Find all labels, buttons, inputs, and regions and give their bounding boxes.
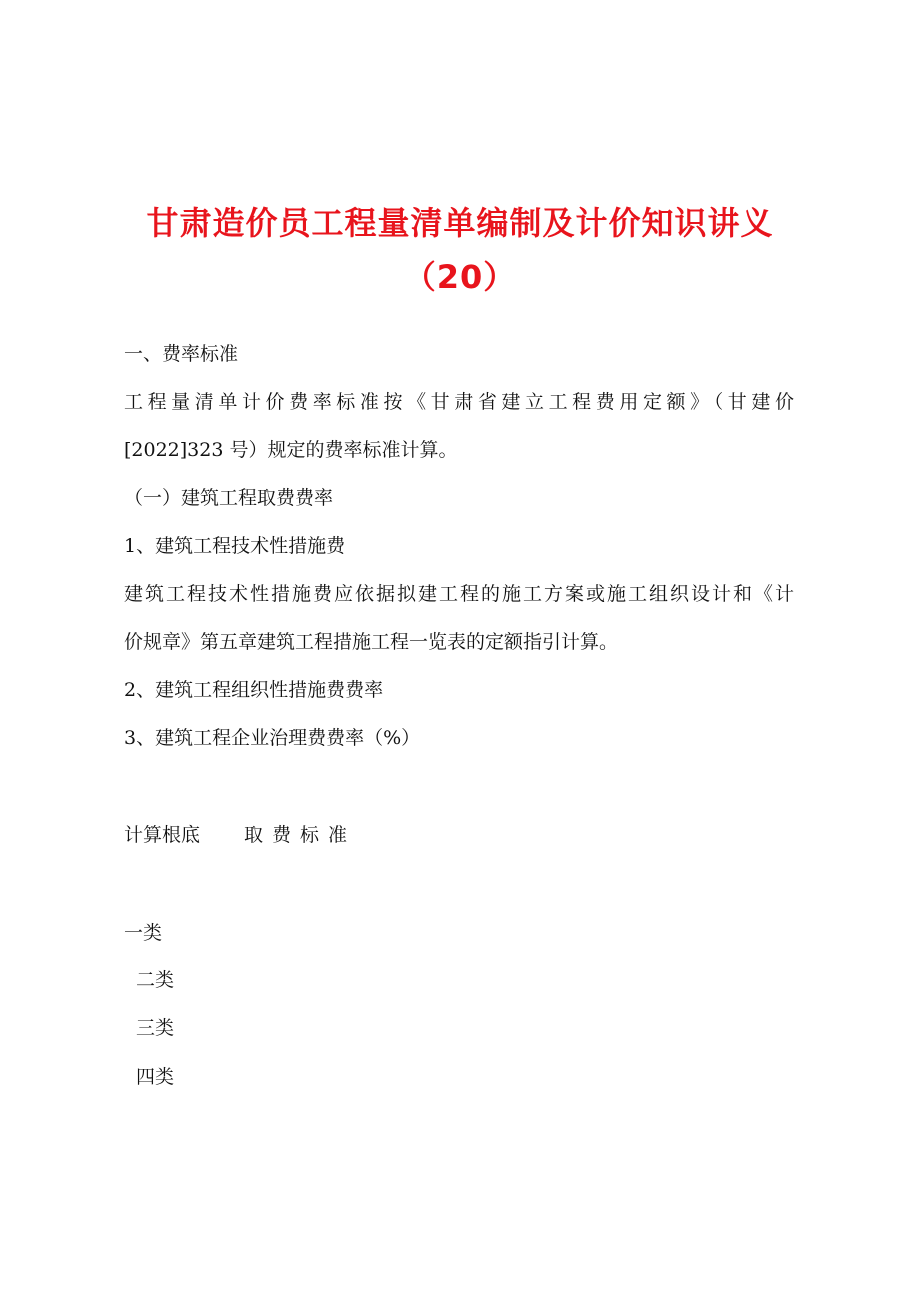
fee-table-header [124, 822, 356, 848]
paragraph-technical-measures-line-1: 建筑工程技术性措施费应依据拟建工程的施工方案或施工组织设计和《计 [124, 583, 797, 605]
document-title: 甘肃造价员工程量清单编制及计价知识讲义 [146, 204, 774, 242]
subheading-building-fees: （一）建筑工程取费费率 [124, 487, 334, 509]
paragraph-fee-basis-line-2: [2022]323 号）规定的费率标准计算。 [124, 439, 458, 461]
category-1: 一类 [124, 922, 163, 944]
paragraph-fee-basis-line-1: 工程量清单计价费率标准按《甘肃省建立工程费用定额》（甘建价 [124, 391, 796, 413]
list-item-management-fee: 3、建筑工程企业治理费费率（%） [124, 727, 421, 749]
category-4: 四类 [136, 1066, 175, 1088]
calculation-basis-label: 计算根底 [124, 824, 201, 846]
fee-standard-label: 取费标准 [244, 824, 357, 846]
section-heading-fee-standard: 一、费率标准 [124, 343, 239, 365]
list-item-technical-measures: 1、建筑工程技术性措施费 [124, 535, 346, 557]
category-3: 三类 [136, 1017, 175, 1039]
document-title-number: （20） [403, 258, 517, 296]
list-item-organizational-measures: 2、建筑工程组织性措施费费率 [124, 679, 384, 701]
category-2: 二类 [136, 969, 175, 991]
paragraph-technical-measures-line-2: 价规章》第五章建筑工程措施工程一览表的定额指引计算。 [124, 631, 619, 653]
